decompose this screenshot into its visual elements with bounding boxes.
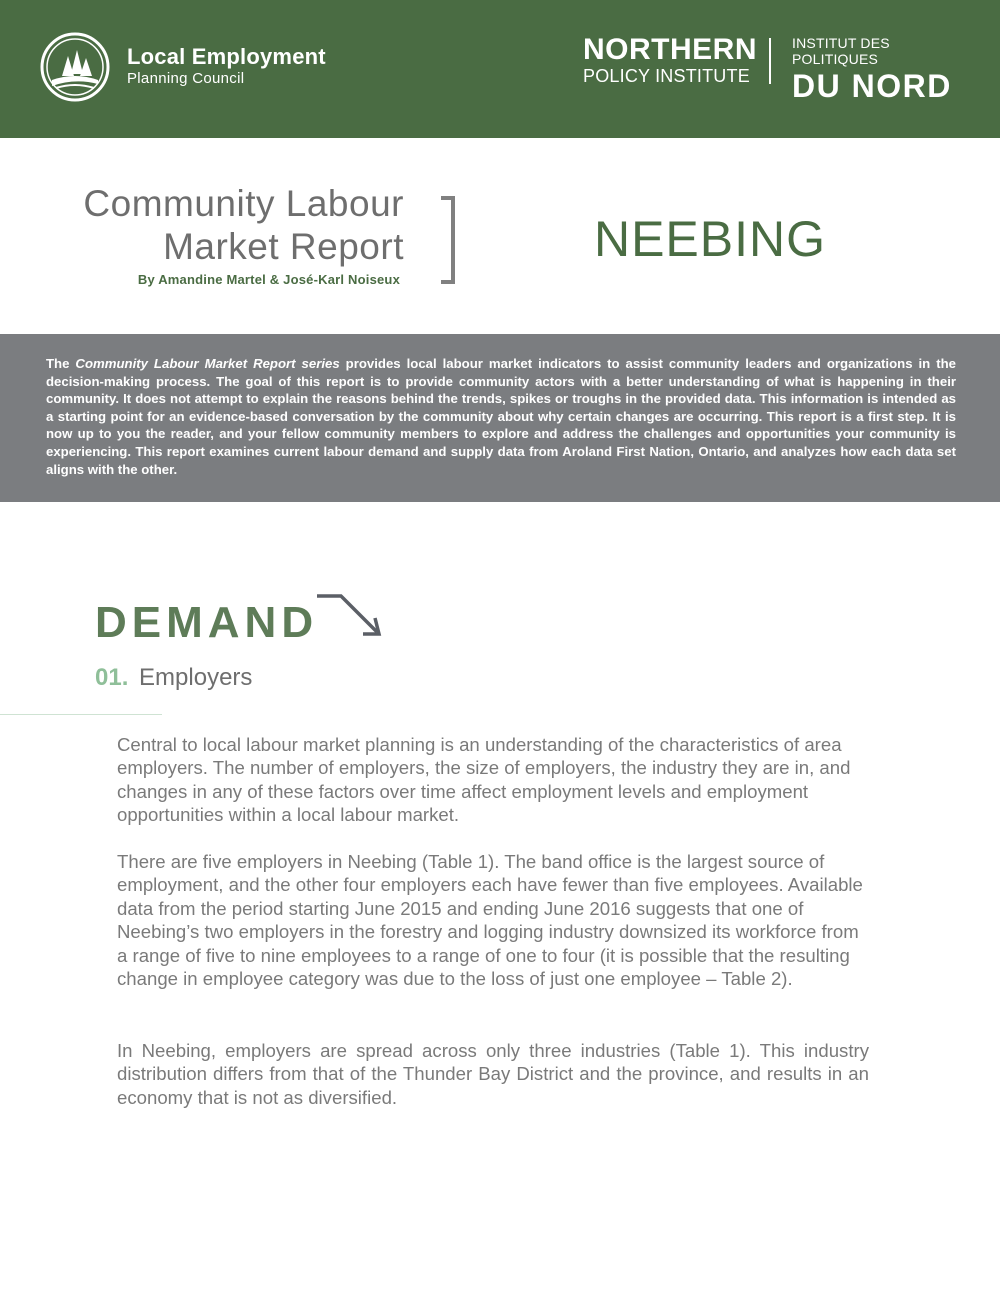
npi-en-line2: POLICY INSTITUTE: [583, 66, 750, 86]
org-name-line1: Local Employment: [127, 44, 326, 69]
subsection-number: 01.: [95, 664, 129, 691]
body-paragraph-1: Central to local labour market planning is an understanding of the characteristics of area employers. The number of employers, the size of employers, the industry they are in, and changes in any of these factors over time affect employment levels and employment opportunities within a local labour market.: [117, 734, 851, 826]
report-title: [40, 182, 404, 268]
body-paragraph-3: In Neebing, employers are spread across only three industries (Table 1). This industry distribution differs from that of the Thunder Bay District and the province, and results in an economy that is not as diversified.: [117, 1040, 869, 1108]
npi-en-line1: NORTHERN: [583, 33, 757, 66]
title-bracket: [441, 196, 455, 284]
org-name-line2: Planning Council: [127, 70, 245, 87]
body-paragraph-2: There are five employers in Neebing (Table 1). The band office is the largest source of employment, and the other four employers each have fewer than five employees. Available data from the period starting June 2015 and ending June 2016 suggests that one of Neebing’s two employers in the forestry and logging industry downsized its workforce from a range of five to nine employees to a range of one to four (it is possible that the resulting change in employee category was due to the loss of just one employee – Table 2).: [117, 851, 863, 990]
subsection-title: [95, 664, 252, 692]
npi-logo-en: [583, 33, 757, 86]
subsection-label: Employers: [139, 664, 253, 691]
npi-fr-line2: DU NORD: [792, 68, 952, 104]
report-title-line1: Community Labour: [83, 183, 404, 224]
section-heading: DEMAND: [95, 598, 319, 647]
report-byline: By Amandine Martel & José-Karl Noiseux: [137, 272, 400, 287]
logo-divider: [769, 38, 771, 84]
org-name: [127, 44, 326, 88]
intro-text: [46, 355, 956, 478]
intro-body: provides local labour market indicators to assist community leaders and organizations in the decision-making process. The goal of this report is to provide community actors with a better understanding of what is happening in their community. It does not attempt to explain the reasons behind the trends, spikes or troughs in the provided data. This information is intended as a starting point for an evidence-based conversation by the community about why certain changes are occurring. This report is a first step. It is now up to you the reader, and your fellow community members to explore and address the challenges and opportunities your community is experiencing. This report examines current labour demand and supply data from Aroland First Nation, Ontario, and analyzes how each data set aligns with the other.: [46, 356, 956, 477]
intro-series-name: Community Labour Market Report series: [75, 356, 340, 371]
npi-fr-line1: INSTITUT DES POLITIQUES: [792, 35, 890, 67]
header-band: [0, 0, 1000, 138]
section-rule: [0, 714, 162, 715]
intro-prefix: The: [46, 356, 76, 371]
npi-logo-fr: [792, 35, 972, 105]
lepc-tree-logo-icon: [40, 32, 110, 102]
report-title-line2: Market Report: [163, 226, 404, 267]
trend-down-arrow-icon: [315, 590, 395, 642]
community-name: NEEBING: [593, 211, 827, 267]
